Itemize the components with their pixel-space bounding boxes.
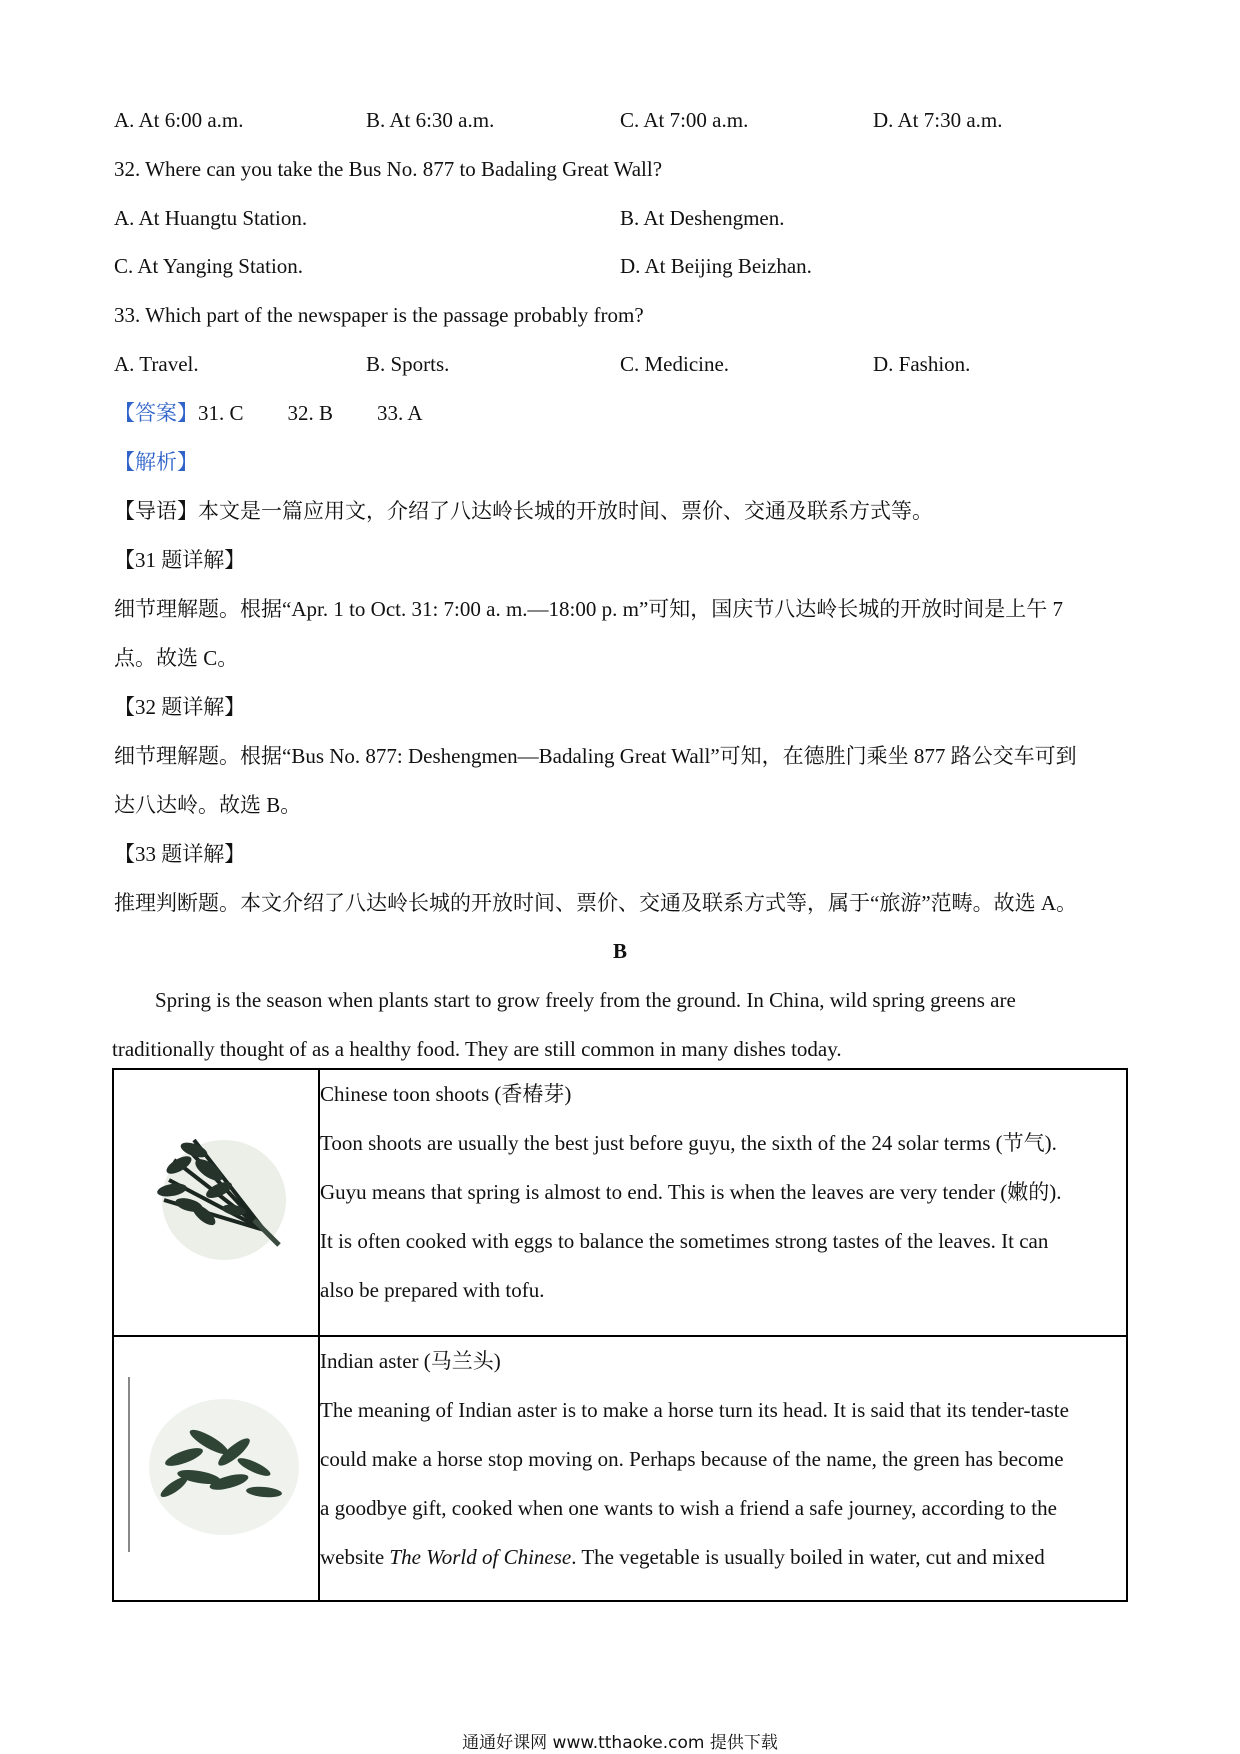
section-b-para-line1: Spring is the season when plants start to grow freely from the ground. In China, wild spring greens are <box>155 988 1016 1012</box>
table-row <box>113 1069 1127 1336</box>
section-b-para-line2: traditionally thought of as a healthy food. They are still common in many dishes today. <box>112 1037 842 1061</box>
toon-shoots-line1: Toon shoots are usually the best just before guyu, the sixth of the 24 solar terms (节气). <box>320 1131 1057 1155</box>
indian-aster-line2: could make a horse stop moving on. Perhaps because of the name, the green has become <box>320 1447 1064 1471</box>
indian-aster-image <box>114 1337 318 1595</box>
q33-option-b: B. Sports. <box>366 352 450 376</box>
d31-line2: 点。故选 C。 <box>114 646 239 670</box>
q33-option-a: A. Travel. <box>114 352 199 376</box>
q33-stem: 33. Which part of the newspaper is the passage probably from? <box>114 303 644 327</box>
toon-shoots-title: Chinese toon shoots (香椿芽) <box>320 1082 572 1106</box>
spring-greens-table <box>112 1068 1128 1602</box>
indian-aster-line4 <box>320 1533 1126 1582</box>
q31-option-b: B. At 6:30 a.m. <box>366 108 495 132</box>
q32-option-a: A. At Huangtu Station. <box>114 206 308 230</box>
q32-option-d: D. At Beijing Beizhan. <box>620 254 812 278</box>
d31-line1: 细节理解题。根据“Apr. 1 to Oct. 31: 7:00 a. m.—18:00 p. m”可知，国庆节八达岭长城的开放时间是上午 7 <box>114 597 1064 621</box>
indian-aster-website-name: The World of Chinese <box>389 1545 572 1569</box>
q33-option-c: C. Medicine. <box>620 352 730 376</box>
section-b-title: B <box>612 939 627 963</box>
d32-line1: 细节理解题。根据“Bus No. 877: Deshengmen—Badaling Great Wall”可知，在德胜门乘坐 877 路公交车可到 <box>114 744 1077 768</box>
d33-line1: 推理判断题。本文介绍了八达岭长城的开放时间、票价、交通及联系方式等，属于“旅游”范畴。故选 A。 <box>114 891 1078 915</box>
toon-shoots-image <box>114 1070 318 1330</box>
q32-stem: 32. Where can you take the Bus No. 877 to Badaling Great Wall? <box>114 157 663 181</box>
page-footer: 通通好课网 www.tthaoke.com 提供下载 <box>462 1733 778 1753</box>
answer-33: 33. A <box>377 401 423 425</box>
q31-option-c: C. At 7:00 a.m. <box>620 108 749 132</box>
indian-aster-line4-post: . The vegetable is usually boiled in water, cut and mixed <box>571 1545 1045 1569</box>
answer-32: 32. B <box>287 401 334 425</box>
answer-31: 31. C <box>198 401 244 425</box>
q31-option-a: A. At 6:00 a.m. <box>114 108 244 132</box>
answer-label: 【答案】 <box>114 401 198 425</box>
intro-text: 本文是一篇应用文，介绍了八达岭长城的开放时间、票价、交通及联系方式等。 <box>198 499 933 523</box>
d32-line2: 达八达岭。故选 B。 <box>114 793 302 817</box>
indian-aster-title: Indian aster (马兰头) <box>320 1349 501 1373</box>
d32-label: 【32 题详解】 <box>114 695 246 719</box>
indian-aster-text-cell <box>319 1336 1127 1601</box>
toon-shoots-line4: also be prepared with tofu. <box>320 1278 545 1302</box>
d33-label: 【33 题详解】 <box>114 842 246 866</box>
d31-label: 【31 题详解】 <box>114 548 246 572</box>
answer-line <box>114 399 423 427</box>
indian-aster-line1: The meaning of Indian aster is to make a horse turn its head. It is said that its tender-taste <box>320 1398 1069 1422</box>
q33-option-d: D. Fashion. <box>873 352 971 376</box>
intro-line <box>114 497 933 525</box>
indian-aster-line4-pre: website <box>320 1545 390 1569</box>
indian-aster-line3: a goodbye gift, cooked when one wants to wish a friend a safe journey, according to the <box>320 1496 1057 1520</box>
toon-shoots-image-cell <box>113 1069 319 1336</box>
toon-shoots-line2: Guyu means that spring is almost to end. This is when the leaves are very tender (嫩的). <box>320 1180 1062 1204</box>
toon-shoots-text-cell <box>319 1069 1127 1336</box>
q31-option-d: D. At 7:30 a.m. <box>873 108 1003 132</box>
intro-label: 【导语】 <box>114 499 198 523</box>
q32-option-c: C. At Yanging Station. <box>114 254 304 278</box>
toon-shoots-line3: It is often cooked with eggs to balance the sometimes strong tastes of the leaves. It can <box>320 1229 1049 1253</box>
analysis-label: 【解析】 <box>114 450 198 474</box>
indian-aster-image-cell <box>113 1336 319 1601</box>
table-row <box>113 1336 1127 1601</box>
q32-option-b: B. At Deshengmen. <box>620 206 785 230</box>
